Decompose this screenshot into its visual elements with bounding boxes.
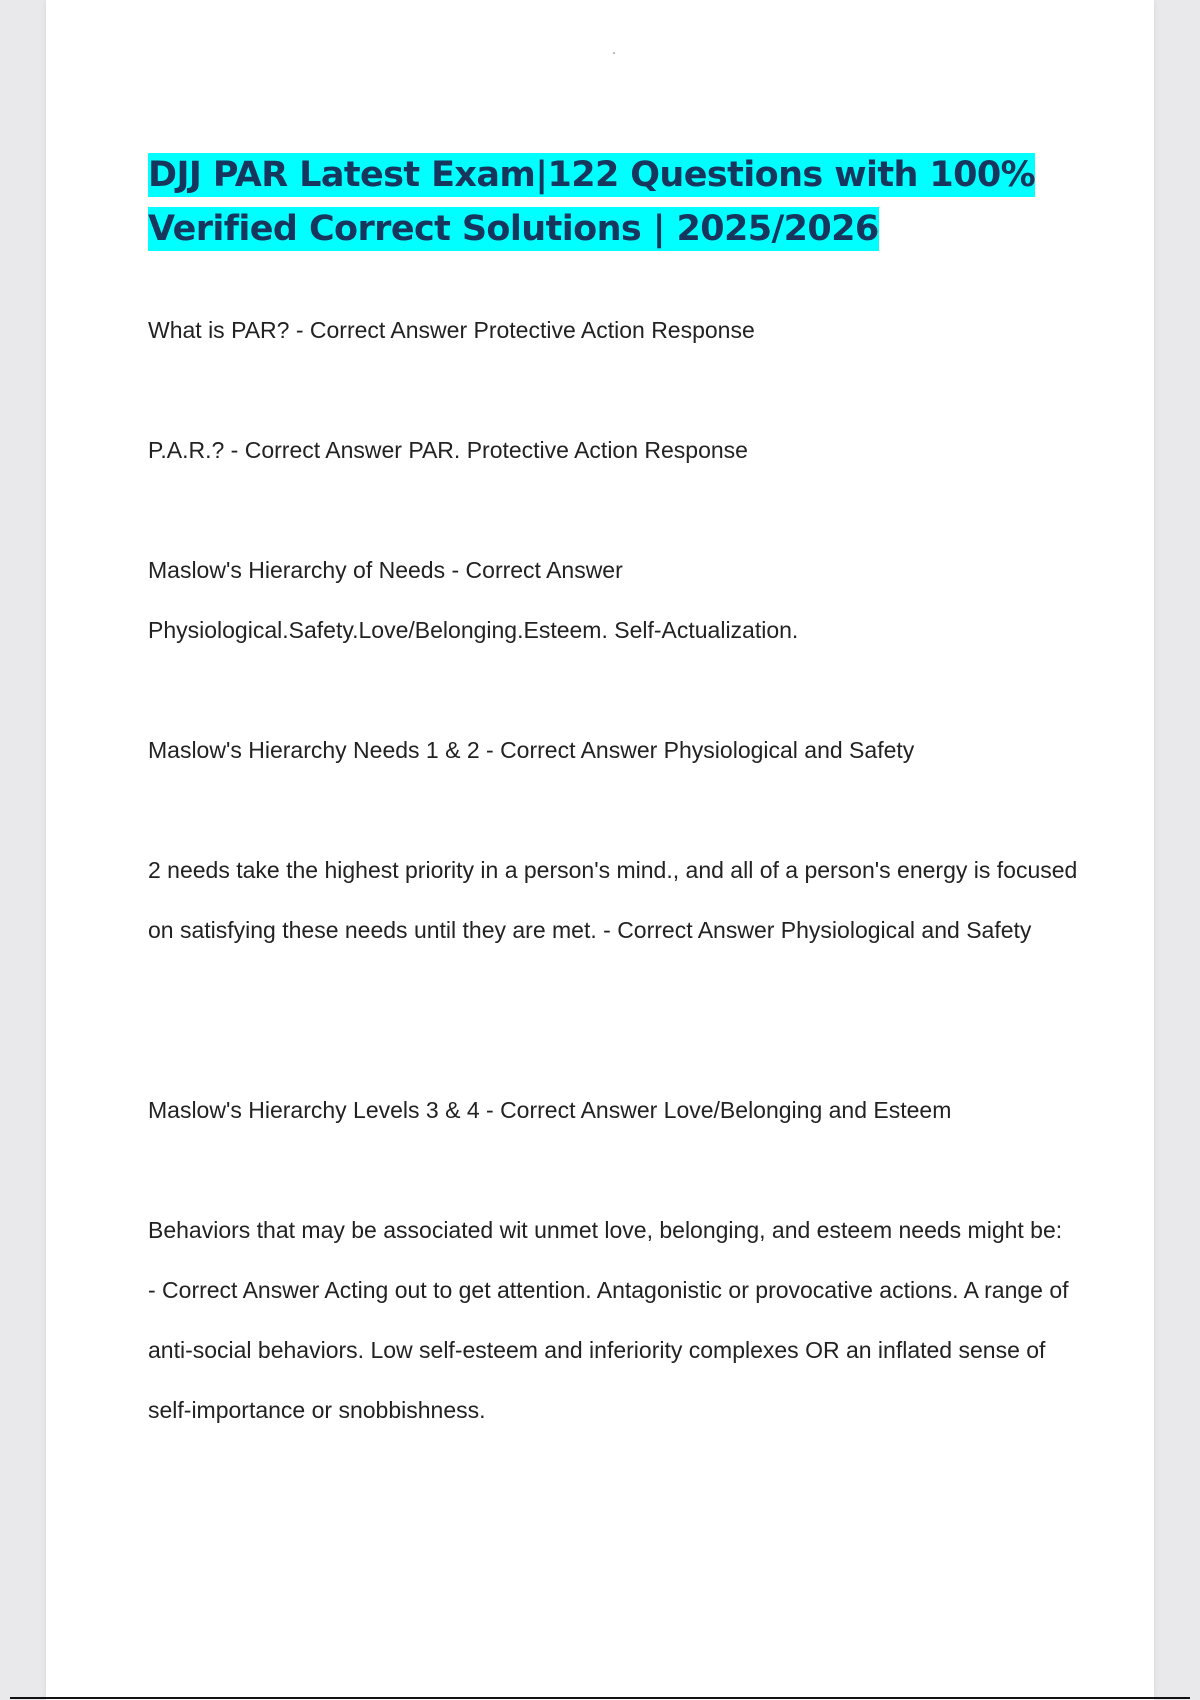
qa-entry-7: Behaviors that may be associated wit unmet love, belonging, and esteem needs might be: - Correct Answer Acting out to get attention. Antagonistic or provocative actions. A range of anti-social behaviors. Low self-esteem and inferiority complexes OR an inflated sense of self-importance or snobbishness. <box>148 1217 1069 1423</box>
page-speck <box>613 52 615 54</box>
title-line-1: DJJ PAR Latest Exam|122 Questions with 100% <box>148 155 1036 195</box>
qa-entry-3: Maslow's Hierarchy of Needs - Correct Answer Physiological.Safety.Love/Belonging.Esteem. Self-Actualization. <box>148 557 799 643</box>
qa-entry-5: 2 needs take the highest priority in a person's mind., and all of a person's energy is focused on satisfying these needs until they are met. - Correct Answer Physiological and Safety <box>148 857 1078 943</box>
qa-entry-6: Maslow's Hierarchy Levels 3 & 4 - Correct Answer Love/Belonging and Esteem <box>148 1097 952 1123</box>
document-title <box>148 148 1048 256</box>
bottom-rule <box>10 1697 1190 1699</box>
document-page <box>46 0 1154 1700</box>
qa-entry-2: P.A.R.? - Correct Answer PAR. Protective Action Response <box>148 437 748 463</box>
title-line-2: Verified Correct Solutions | 2025/2026 <box>148 209 879 249</box>
qa-entry-4: Maslow's Hierarchy Needs 1 & 2 - Correct Answer Physiological and Safety <box>148 737 915 763</box>
qa-entry-1: What is PAR? - Correct Answer Protective Action Response <box>148 317 755 343</box>
